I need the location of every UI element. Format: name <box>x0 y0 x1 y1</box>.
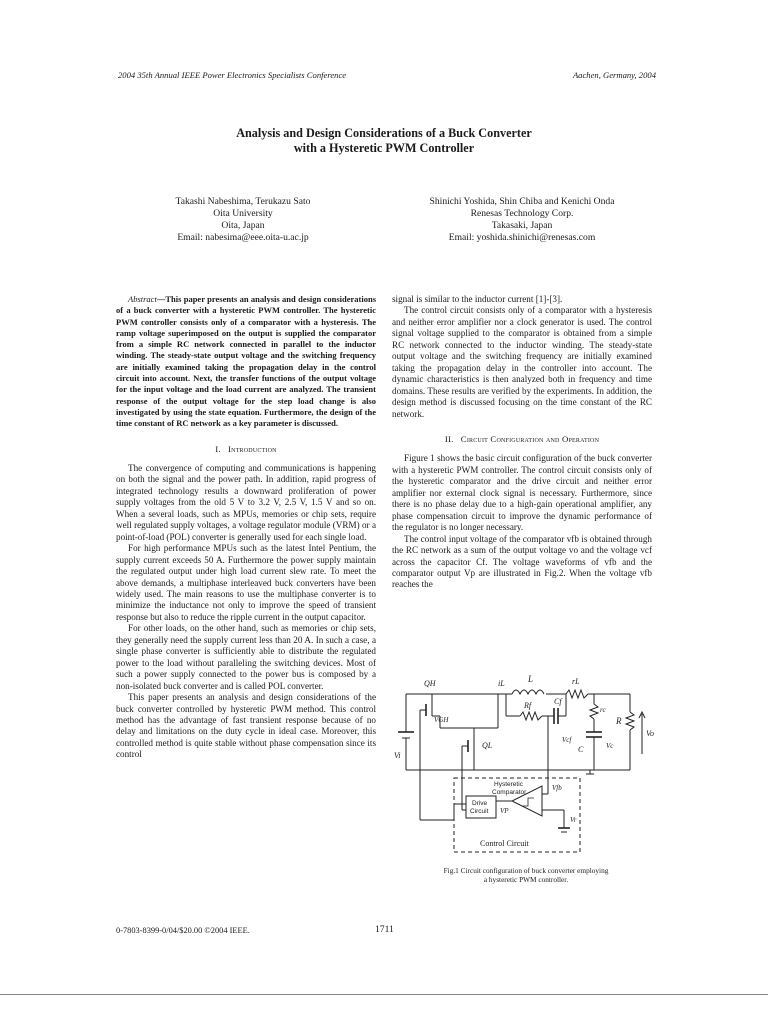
caption-line-1: Fig.1 Circuit configuration of buck converter employing <box>443 866 609 875</box>
author-affiliation: Renesas Technology Corp. <box>470 208 574 219</box>
intro-paragraph: For other loads, on the other hand, such as memories or chip sets, they generally need the supply current less than 20 A. In such a case, a single phase converter is sufficiently able to distribute the regulated power to the load without paralleling the switching devices. Most of such a power supply connected to the power bus is composed by a non-isolated buck converter and is called POL converter. <box>116 623 376 691</box>
abstract <box>116 294 376 430</box>
section-title: Introduction <box>228 443 277 454</box>
author-names: Shinichi Yoshida, Shin Chiba and Kenichi Onda <box>429 196 615 207</box>
load-resistor-symbol <box>626 712 634 730</box>
figure-caption <box>404 866 648 884</box>
authors-right <box>392 196 652 244</box>
circuit-diagram <box>394 670 656 860</box>
label-rf: Rf <box>524 701 532 710</box>
body-paragraph: The control circuit consists only of a comparator with a hysteresis and neither error amplifier nor a clock generator is used. The control signal voltage supplied to the comparator is obtained from a simple RC network connected to the inductor winding. The steady-state output voltage and the switching frequency are initially examined taking the propagation delay in the controller into account. The dynamic characteristics is then analyzed both in frequency and time domains. These results are verified by the experiments. In addition, the design method is discussed focusing on the time constant of the RC network. <box>392 305 652 419</box>
label-qh: QH <box>424 679 436 688</box>
body-paragraph: signal is similar to the inductor current [1]-[3]. <box>392 294 563 304</box>
location-header: Aachen, Germany, 2004 <box>572 70 656 80</box>
inductor-symbol <box>512 690 544 694</box>
authors-left <box>128 196 358 244</box>
label-vc: Vc <box>606 742 614 750</box>
bottom-divider <box>0 994 768 995</box>
label-ql: QL <box>482 741 493 750</box>
label-hysteretic: Hysteretic <box>494 781 523 788</box>
section-heading-circuit <box>392 434 652 445</box>
resistor-rc-symbol <box>590 704 598 719</box>
intro-paragraph: The convergence of computing and communications is happening on both the signal and the power path. In addition, rapid progress of integrated technology results a downward proliferation of power supply voltages from the old 5 V to 3.2 V, 2.5 V, 1.5 V and so on. When a several loads, such as MPUs, memories or chip sets, require well regulated supply voltages, a voltage regulator module (VRM) or a point-of-load (POL) converter is generally used for each single load. <box>116 463 376 542</box>
label-l: L <box>528 674 534 684</box>
label-vo: Vo <box>646 729 654 738</box>
title-line-1: Analysis and Design Considerations of a Buck Converter <box>236 126 532 140</box>
author-names: Takashi Nabeshima, Terukazu Sato <box>175 196 311 207</box>
label-il: iL <box>498 679 505 688</box>
resistor-rf-symbol <box>520 712 542 720</box>
title-line-2: with a Hysteretic PWM Controller <box>293 141 475 155</box>
page-number: 1711 <box>375 924 394 935</box>
circuit-paragraph: Figure 1 shows the basic circuit configuration of the buck converter with a hysteretic PWM controller. The control circuit consists only of the hysteretic comparator and the drive circuit and neither error amplifier nor external clock signal is necessary. Furthermore, since there is no phase delay due to a high-gain operational amplifier, any phase compensation circuit to improve the dynamic performance of the regulator is no longer necessary. <box>392 453 652 533</box>
label-vp: VP <box>500 807 509 815</box>
author-email: Email: nabesima@eee.oita-u.ac.jp <box>177 232 309 243</box>
abstract-lead: Abstract <box>128 294 157 304</box>
author-affiliation: Oita University <box>213 208 273 219</box>
right-column <box>392 294 652 591</box>
label-vgh: VGH <box>434 716 449 724</box>
section-heading-introduction <box>116 444 376 455</box>
label-comparator: Comparator <box>492 789 527 796</box>
label-rl: rL <box>572 677 580 686</box>
label-cf: Cf <box>554 697 562 706</box>
label-vcf: Vcf <box>562 736 572 744</box>
section-number: I. <box>215 443 221 454</box>
section-number: II. <box>444 433 454 444</box>
label-c: C <box>578 745 584 754</box>
label-drive: Drive <box>472 800 488 807</box>
author-email: Email: yoshida.shinichi@renesas.com <box>448 232 596 243</box>
author-location: Takasaki, Japan <box>491 220 553 231</box>
abstract-text: —This paper presents an analysis and design considerations of a buck converter with a hysteretic PWM controller. The hysteretic PWM controller consists only of a comparator with a hysteresis. The ramp voltage superimposed on the output is supplied the comparator from a simple RC network connected in parallel to the inductor winding. The steady-state output voltage and the switching frequency are initially examined taking the propagation delay in the control circuit into account. Next, the transfer functions of the output voltage for the input voltage and the load current are analyzed. The transient response of the output voltage for the step load change is also investigated by using the state equation. Furthermore, the design of the time constant of RC network as a key parameter is discussed. <box>116 294 376 429</box>
label-r: R <box>616 716 622 726</box>
label-vr: Vr <box>570 816 577 824</box>
label-vi: Vi <box>394 751 401 760</box>
caption-line-2: a hysteretic PWM controller. <box>483 875 569 884</box>
conference-header: 2004 35th Annual IEEE Power Electronics Specialists Conference <box>118 70 347 80</box>
intro-paragraph: This paper presents an analysis and design considerations of the buck converter controlled by hysteretic PWM method. This control method has the advantage of fast transient response because of no delay and limitations on the duty cycle in ideal case. Moreover, this controlled method is quite stable without phase compensation since its control <box>116 692 376 760</box>
copyright-footer: 0-7803-8399-0/04/$20.00 ©2004 IEEE. <box>116 926 250 935</box>
left-column <box>116 294 376 761</box>
label-circuit: Circuit <box>470 808 489 815</box>
section-title: Circuit Configuration and Operation <box>460 433 600 444</box>
label-control-circuit: Control Circuit <box>480 839 529 848</box>
circuit-paragraph: The control input voltage of the comparator vfb is obtained through the RC network as a sum of the output voltage vo and the voltage vcf across the capacitor Cf. The voltage waveforms of vfb and the comparator output Vp are illustrated in Fig.2. When the voltage vfb reaches the <box>392 533 652 590</box>
label-vfb: Vfb <box>552 784 562 792</box>
intro-paragraph: For high performance MPUs such as the latest Intel Pentium, the supply current exceeds 50 A. Furthermore the power supply maintain the regulated output under high load current slew rate. To meet the above demands, a multiphase interleaved buck converters have been widely used. The main reasons to use the multiphase converter is to minimize the inductance not only to improve the speed of transient response but also to reduce the ripple current in the output capacitor. <box>116 543 376 622</box>
author-location: Oita, Japan <box>221 220 265 231</box>
resistor-rl-symbol <box>566 690 588 698</box>
label-rc: rc <box>600 706 606 714</box>
paper-title <box>0 126 768 156</box>
